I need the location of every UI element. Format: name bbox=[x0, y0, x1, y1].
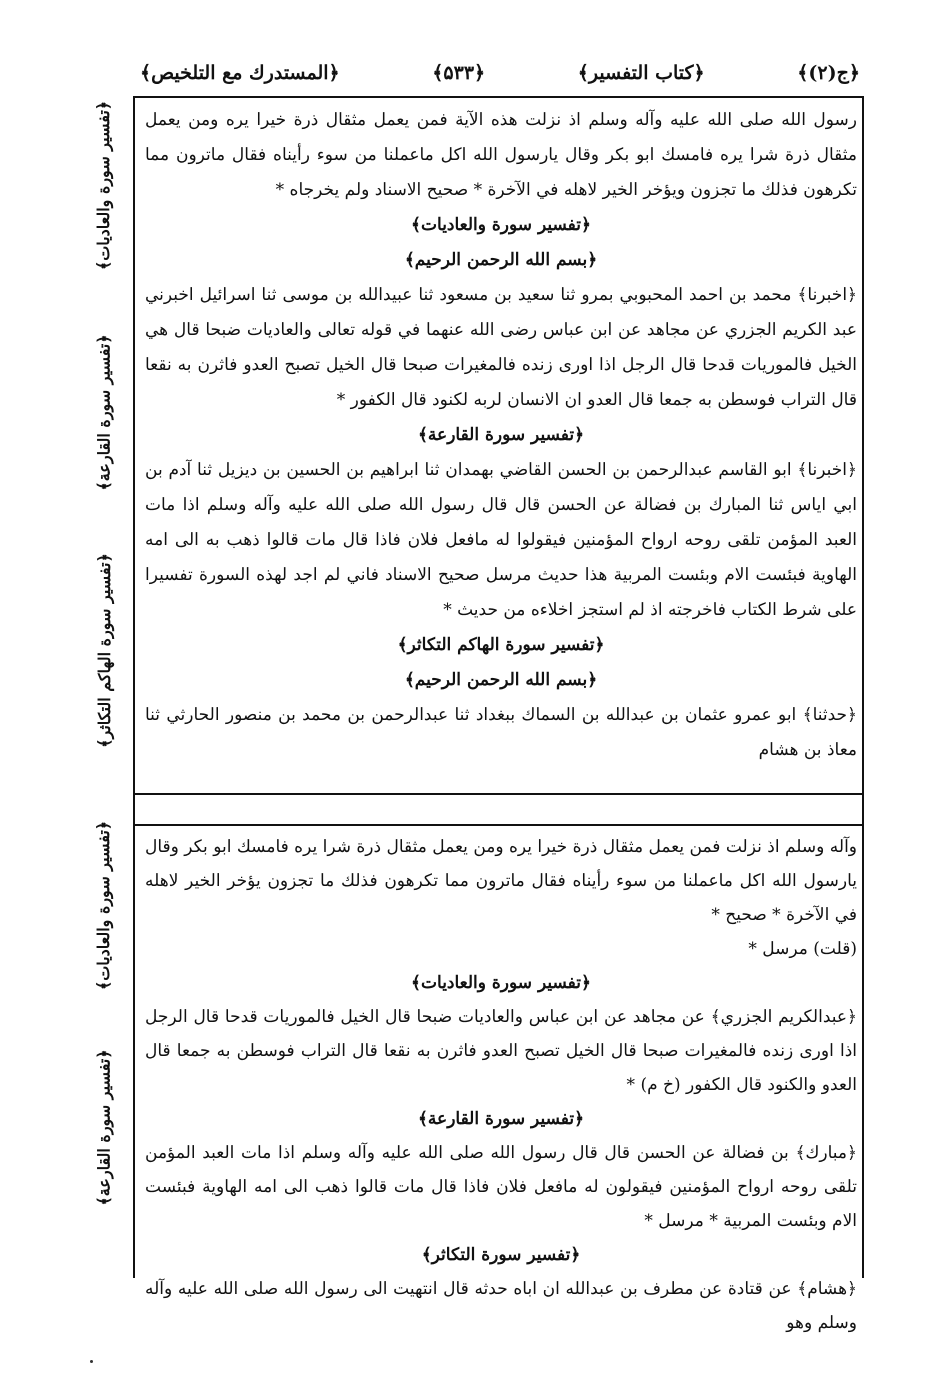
main-paragraph: ﴿حدثنا﴾ ابو عمرو عثمان بن عبدالله بن السماك ببغداد ثنا عبدالرحمن بن محمد بن منصور الحارثي ثنا معاذ بن هشام bbox=[145, 705, 857, 760]
margin-note: ﴿تفسير سورة القارعة﴾ bbox=[94, 334, 114, 491]
margin-note: ﴿تفسير سورة القارعة﴾ bbox=[94, 1049, 114, 1206]
summary-paragraph: وآله وسلم اذ نزلت فمن يعمل مثقال ذرة خيرا يره ومن يعمل مثقال ذرة شرا يره فامسك ابو بكر وقال يارسول الله اكل ماعملنا من سوء رأيناه فقال ماترون مما تكرهون فذلك ما تجزون يؤخر الخير لاهله في الآخرة * صحيح * bbox=[145, 837, 857, 925]
surah-heading: ﴿تفسير سورة القارعة﴾ bbox=[417, 1109, 585, 1129]
header-title: ﴿المستدرك مع التلخيص﴾ bbox=[140, 62, 340, 84]
surah-heading: ﴿تفسير سورة التكاثر﴾ bbox=[421, 1245, 581, 1265]
main-bottom-rule bbox=[133, 793, 864, 795]
surah-heading: ﴿تفسير سورة والعاديات﴾ bbox=[411, 215, 591, 235]
surah-heading: ﴿تفسير سورة الهاكم التكاثر﴾ bbox=[397, 635, 605, 655]
basmala: ﴿بسم الله الرحمن الرحيم﴾ bbox=[404, 250, 598, 270]
summary-paragraph: ﴿عبدالكريم الجزري﴾ عن مجاهد عن ابن عباس والعاديات ضبحا قال الخيل فالموريات قدحا قال الرجل اذا اورى زنده فالمغيرات صبحا قال الخيل تصبح العدو فاثرن به نقعا قال التراب فوسطن به جمعا قال العدو والكنود قال الكفور (خ م) * bbox=[145, 1007, 857, 1095]
running-header bbox=[140, 56, 860, 90]
surah-heading: ﴿تفسير سورة القارعة﴾ bbox=[417, 425, 585, 445]
main-paragraph: رسول الله صلى الله عليه وآله وسلم اذ نزلت هذه الآية فمن يعمل مثقال ذرة خيرا يره ومن يعمل مثقال ذرة شرا يره فامسك ابو بكر وقال يارسول الله اكل ماعملنا من سوء رأيناه فقال ماترون مما تكرهون فذلك ما تجزون ويؤخر الخير لاهله في الآخرة * صحيح الاسناد ولم يخرجاه * bbox=[145, 110, 857, 200]
summary-paragraph: ﴿هشام﴾ عن قتادة عن مطرف بن عبدالله ان اباه حدثه قال انتهيت الى رسول الله صلى الله عليه وآله وسلم وهو bbox=[145, 1279, 857, 1333]
summary-paragraph: (قلت) مرسل * bbox=[748, 939, 857, 959]
basmala: ﴿بسم الله الرحمن الرحيم﴾ bbox=[404, 670, 598, 690]
margin-note: ﴿تفسير سورة والعاديات﴾ bbox=[94, 100, 114, 270]
main-text bbox=[145, 103, 857, 768]
margin-note: ﴿تفسير سورة الهاكم التكاثر﴾ bbox=[94, 552, 114, 748]
summary-top-rule bbox=[133, 824, 864, 826]
surah-heading: ﴿تفسير سورة والعاديات﴾ bbox=[411, 973, 591, 993]
header-volume: ﴿ج(٢)﴾ bbox=[797, 62, 860, 84]
scan-speck bbox=[90, 1360, 93, 1363]
header-section: ﴿كتاب التفسير﴾ bbox=[577, 62, 705, 84]
margin-note: ﴿تفسير سورة والعاديات﴾ bbox=[94, 820, 114, 990]
summary-text bbox=[145, 830, 857, 1340]
main-paragraph: ﴿اخبرنا﴾ ابو القاسم عبدالرحمن بن الحسن القاضي بهمدان ثنا ابراهيم بن الحسين بن ديزيل ثنا آدم بن ابي اياس ثنا المبارك بن فضالة عن الحسن قال قال رسول الله صلى الله عليه وآله وسلم اذا مات العبد المؤمن تلقى روحه ارواح المؤمنين فيقولوا له مافعل فلان فاذا قال مات قالوا ذهب به الى امه الهاوية فبئست الام وبئست المربية هذا حديث مرسل صحيح الاسناد فاني لم اجد لهذه السورة تفسيرا على شرط الكتاب فاخرجته اذ لم استجز اخلاءه من حديث * bbox=[145, 460, 857, 620]
summary-paragraph: ﴿مبارك﴾ بن فضالة عن الحسن قال قال رسول الله صلى الله عليه وآله وسلم اذا مات العبد المؤمن تلقى روحه ارواح المؤمنين فيقولون له مافعل فلان فاذا قال مات قالوا ذهب الى امه الهاوية فبئست الام وبئست المربية * مرسل * bbox=[145, 1143, 857, 1231]
header-page-number: ﴿۵۳۳﴾ bbox=[432, 62, 486, 84]
main-paragraph: ﴿اخبرنا﴾ محمد بن احمد المحبوبي بمرو ثنا سعيد بن مسعود ثنا عبيدالله بن موسى ثنا اسرائيل اخبرني عبد الكريم الجزري عن مجاهد عن ابن عباس رضى الله عنهما في قوله تعالى والعاديات ضبحا قال هي الخيل فالموريات قدحا قال الرجل اذا اورى زنده فالمغيرات صبحا قال الخيل تصبح العدو فاثرن به نقعا قال التراب فوسطن به جمعا قال العدو ان الانسان لربه لكنود قال الكفور * bbox=[145, 285, 857, 410]
